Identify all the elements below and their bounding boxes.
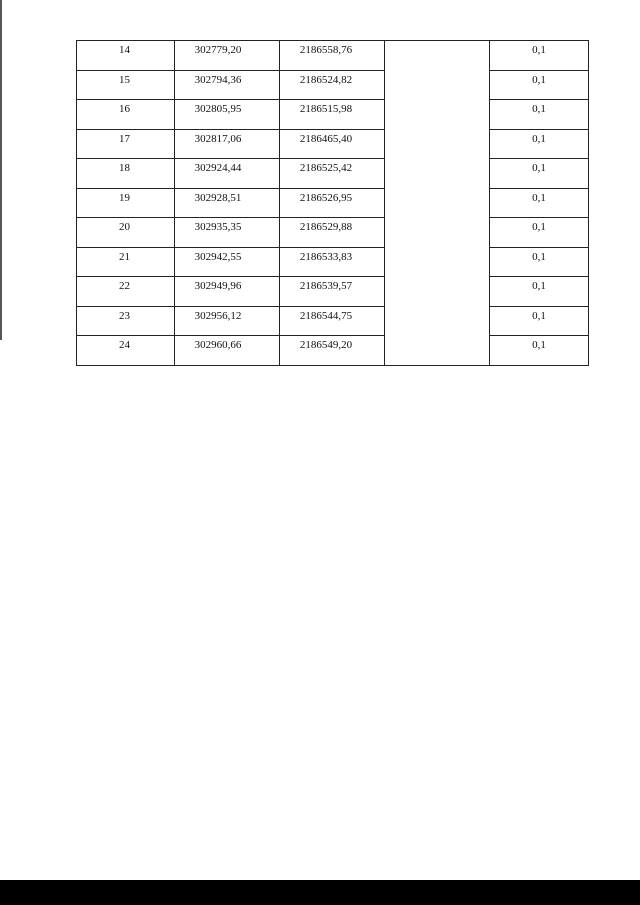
accuracy-value-cell: 0,1 (490, 159, 589, 189)
table-row (77, 306, 589, 336)
y-coordinate-cell: 2186529,88 (280, 218, 385, 248)
table-row (77, 100, 589, 130)
x-coordinate-cell: 302956,12 (175, 306, 280, 336)
accuracy-value-cell: 0,1 (490, 70, 589, 100)
y-coordinate-cell: 2186544,75 (280, 306, 385, 336)
coordinates-table-wrapper (76, 40, 588, 351)
table-row (77, 188, 589, 218)
accuracy-value-cell: 0,1 (490, 100, 589, 130)
x-coordinate-cell: 302935,35 (175, 218, 280, 248)
table-row (77, 159, 589, 189)
x-coordinate-cell: 302794,36 (175, 70, 280, 100)
y-coordinate-cell: 2186539,57 (280, 277, 385, 307)
accuracy-value-cell: 0,1 (490, 188, 589, 218)
accuracy-value-cell: 0,1 (490, 41, 589, 71)
point-number-cell: 20 (77, 218, 175, 248)
table-row (77, 70, 589, 100)
accuracy-value-cell: 0,1 (490, 277, 589, 307)
table-row (77, 247, 589, 277)
accuracy-value-cell: 0,1 (490, 247, 589, 277)
x-coordinate-cell: 302942,55 (175, 247, 280, 277)
point-number-cell: 17 (77, 129, 175, 159)
y-coordinate-cell: 2186515,98 (280, 100, 385, 130)
point-number-cell: 14 (77, 41, 175, 71)
accuracy-value-cell: 0,1 (490, 336, 589, 366)
y-coordinate-cell: 2186549,20 (280, 336, 385, 366)
x-coordinate-cell: 302805,95 (175, 100, 280, 130)
accuracy-value-cell: 0,1 (490, 306, 589, 336)
accuracy-value-cell: 0,1 (490, 129, 589, 159)
coordinates-table (76, 40, 589, 366)
point-number-cell: 19 (77, 188, 175, 218)
point-number-cell: 15 (77, 70, 175, 100)
x-coordinate-cell: 302924,44 (175, 159, 280, 189)
merged-empty-cell (385, 41, 490, 366)
point-number-cell: 16 (77, 100, 175, 130)
table-row (77, 129, 589, 159)
x-coordinate-cell: 302779,20 (175, 41, 280, 71)
accuracy-value-cell: 0,1 (490, 218, 589, 248)
point-number-cell: 21 (77, 247, 175, 277)
point-number-cell: 24 (77, 336, 175, 366)
scan-left-edge (0, 0, 2, 340)
point-number-cell: 18 (77, 159, 175, 189)
coordinates-table-body (77, 41, 589, 366)
point-number-cell: 23 (77, 306, 175, 336)
table-row (77, 218, 589, 248)
point-number-cell: 22 (77, 277, 175, 307)
y-coordinate-cell: 2186558,76 (280, 41, 385, 71)
scan-bottom-border (0, 880, 640, 905)
y-coordinate-cell: 2186526,95 (280, 188, 385, 218)
x-coordinate-cell: 302949,96 (175, 277, 280, 307)
y-coordinate-cell: 2186533,83 (280, 247, 385, 277)
x-coordinate-cell: 302928,51 (175, 188, 280, 218)
y-coordinate-cell: 2186465,40 (280, 129, 385, 159)
table-row (77, 41, 589, 71)
y-coordinate-cell: 2186524,82 (280, 70, 385, 100)
x-coordinate-cell: 302960,66 (175, 336, 280, 366)
x-coordinate-cell: 302817,06 (175, 129, 280, 159)
y-coordinate-cell: 2186525,42 (280, 159, 385, 189)
table-row (77, 336, 589, 366)
table-row (77, 277, 589, 307)
